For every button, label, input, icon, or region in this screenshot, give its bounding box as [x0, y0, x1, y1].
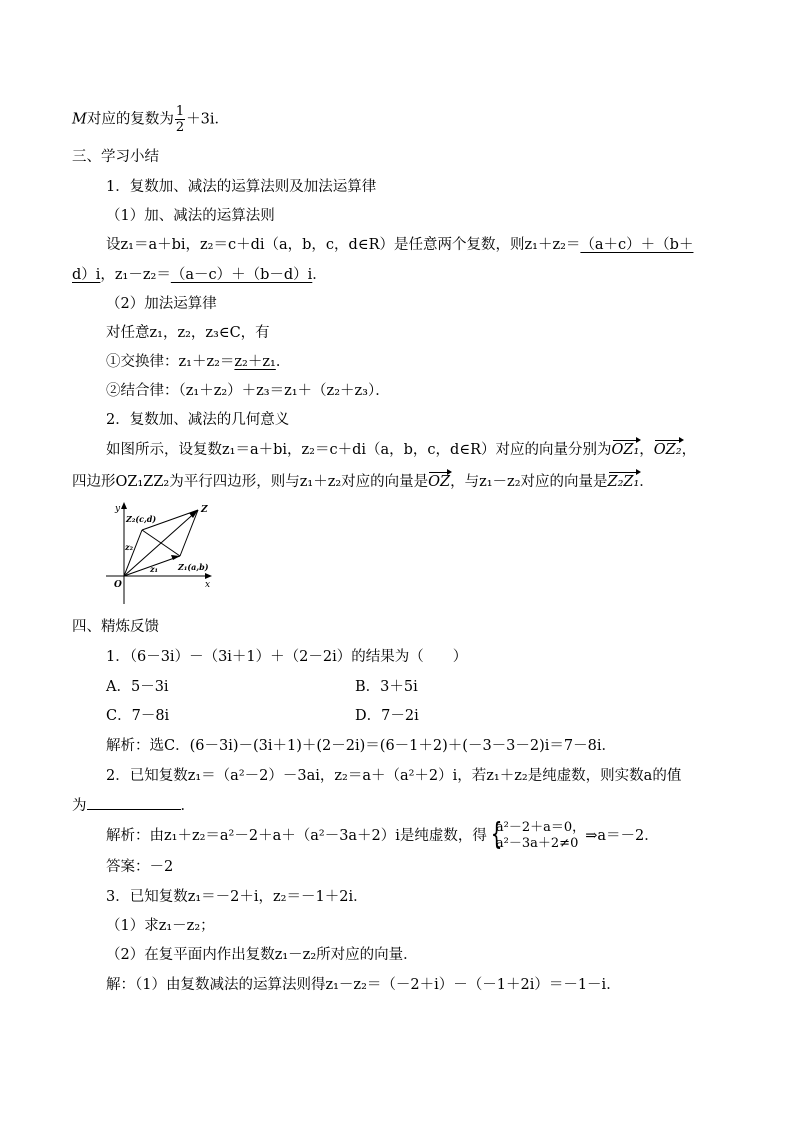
text: ． — [180, 798, 195, 814]
vector-oz1: OZ₁ — [611, 442, 640, 458]
subheading-geometry: 2．复数加、减法的几何意义 — [106, 412, 290, 428]
label-side-z2: z₂ — [125, 542, 134, 552]
segment-oz2 — [124, 530, 142, 576]
subheading-laws: （2）加法运算律 — [106, 296, 217, 312]
subheading-rules: 1．复数加、减法的运算法则及加法运算律 — [106, 179, 377, 195]
fraction — [175, 104, 185, 135]
equation-row-2: a²－3a＋2≠0 — [495, 836, 579, 851]
text: ①交换律：z₁＋z₂＝ — [106, 354, 235, 370]
line-figure-desc — [106, 440, 696, 460]
var-m: M — [72, 111, 87, 128]
segment-z1z — [180, 510, 198, 556]
parallelogram-figure — [104, 500, 216, 606]
question-2-cont — [72, 795, 195, 816]
text: ， — [639, 442, 654, 458]
question-3: 3．已知复数z₁＝－2＋i，z₂＝－1＋2i． — [106, 889, 368, 905]
label-z2: Z₂(c,d) — [126, 514, 157, 524]
solution-3: 解：（1）由复数减法的运算法则得z₁－z₂＝（－2＋i）－（－1＋2i）＝－1－i． — [106, 977, 621, 993]
text: ． — [639, 474, 654, 490]
label-z1: Z₁(a,b) — [178, 562, 209, 572]
line-associative: ②结合律：（z₁＋z₂）＋z₃＝z₁＋（z₂＋z₃）． — [106, 383, 390, 399]
answer-underlined: z₂＋z₁ — [234, 354, 276, 370]
answer-2: 答案：－2 — [106, 859, 174, 875]
text: ． — [312, 267, 327, 283]
answer-blank — [87, 795, 181, 810]
left-brace: { — [490, 817, 503, 852]
text: ，z₁－z₂＝ — [100, 267, 171, 283]
question-1: 1．（6－3i）－（3i＋1）＋（2－2i）的结果为（ ） — [106, 649, 468, 665]
x-axis-arrow — [205, 573, 212, 579]
text: 如图所示，设复数z₁＝a＋bi，z₂＝c＋di（a，b，c，d∈R）对应的向量分别为 — [106, 442, 612, 458]
section-heading-feedback: 四、精炼反馈 — [72, 619, 159, 635]
label-x: x — [205, 580, 211, 590]
label-origin: O — [114, 580, 122, 590]
option-a: A．5－3i — [106, 679, 169, 695]
vector-oz: OZ — [428, 474, 451, 490]
line-m-complex — [72, 104, 229, 135]
question-3-part-2: （2）在复平面内作出复数z₁－z₂所对应的向量． — [106, 947, 418, 963]
option-d: D．7－2i — [355, 708, 419, 724]
line-for-any: 对任意z₁，z₂，z₃∈C，有 — [106, 325, 270, 341]
vector-oz2: OZ₂ — [653, 442, 682, 458]
text: 对应的复数为 — [86, 111, 174, 128]
text: ，与z₁－z₂对应的向量是 — [450, 474, 608, 490]
text: 设z₁＝a＋bi，z₂＝c＋di（a，b，c，d∈R）是任意两个复数，则z₁＋z₂＝ — [106, 237, 581, 253]
fraction-numerator: 1 — [175, 104, 185, 119]
answer-underlined: d）i — [72, 267, 101, 283]
line-definition-cont — [72, 265, 327, 285]
text: ⇒a＝－2． — [585, 828, 659, 844]
text: ． — [275, 354, 291, 370]
solution-2 — [106, 817, 659, 852]
vector-z2z1: Z₂Z₁ — [607, 474, 640, 490]
diagonal-z2z1 — [142, 530, 180, 556]
label-z: Z — [201, 505, 208, 515]
text: 为 — [72, 798, 87, 814]
option-c: C．7－8i — [106, 708, 170, 724]
text: ， — [681, 442, 697, 458]
text: ＋3i． — [186, 111, 230, 128]
text: 解析：由z₁＋z₂＝a²－2＋a＋（a²－3a＋2）i是纯虚数，得 — [106, 828, 487, 844]
question-2: 2．已知复数z₁＝（a²－2）－3ai，z₂＝a＋（a²＋2）i，若z₁＋z₂是纯虚数，则实数a的值 — [106, 768, 682, 784]
y-axis-arrow — [121, 502, 127, 509]
fraction-denominator: 2 — [175, 120, 185, 135]
question-3-part-1: （1）求z₁－z₂； — [106, 918, 215, 934]
line-commutative — [106, 352, 290, 372]
equation-system — [487, 817, 586, 852]
label-side-z1: z₁ — [150, 564, 159, 574]
line-definition — [106, 235, 693, 255]
text: 四边形OZ₁ZZ₂为平行四边形，则与z₁＋z₂对应的向量是 — [72, 474, 429, 490]
label-y: y — [115, 504, 121, 514]
subheading-add-sub-rules: （1）加、减法的运算法则 — [106, 208, 275, 224]
section-heading-summary: 三、学习小结 — [72, 149, 159, 165]
solution-1: 解析：选C．(6－3i)－(3i＋1)＋(2－2i)＝(6－1＋2)＋(－3－3－2)i＝7－8i． — [106, 738, 617, 754]
answer-underlined: （a＋c）＋（b＋ — [580, 237, 694, 253]
answer-underlined: （a－c）＋（b－d）i — [170, 267, 313, 283]
equation-row-1: a²－2＋a＝0， — [495, 820, 586, 835]
line-parallelogram — [72, 472, 654, 492]
option-b: B．3＋5i — [355, 679, 418, 695]
